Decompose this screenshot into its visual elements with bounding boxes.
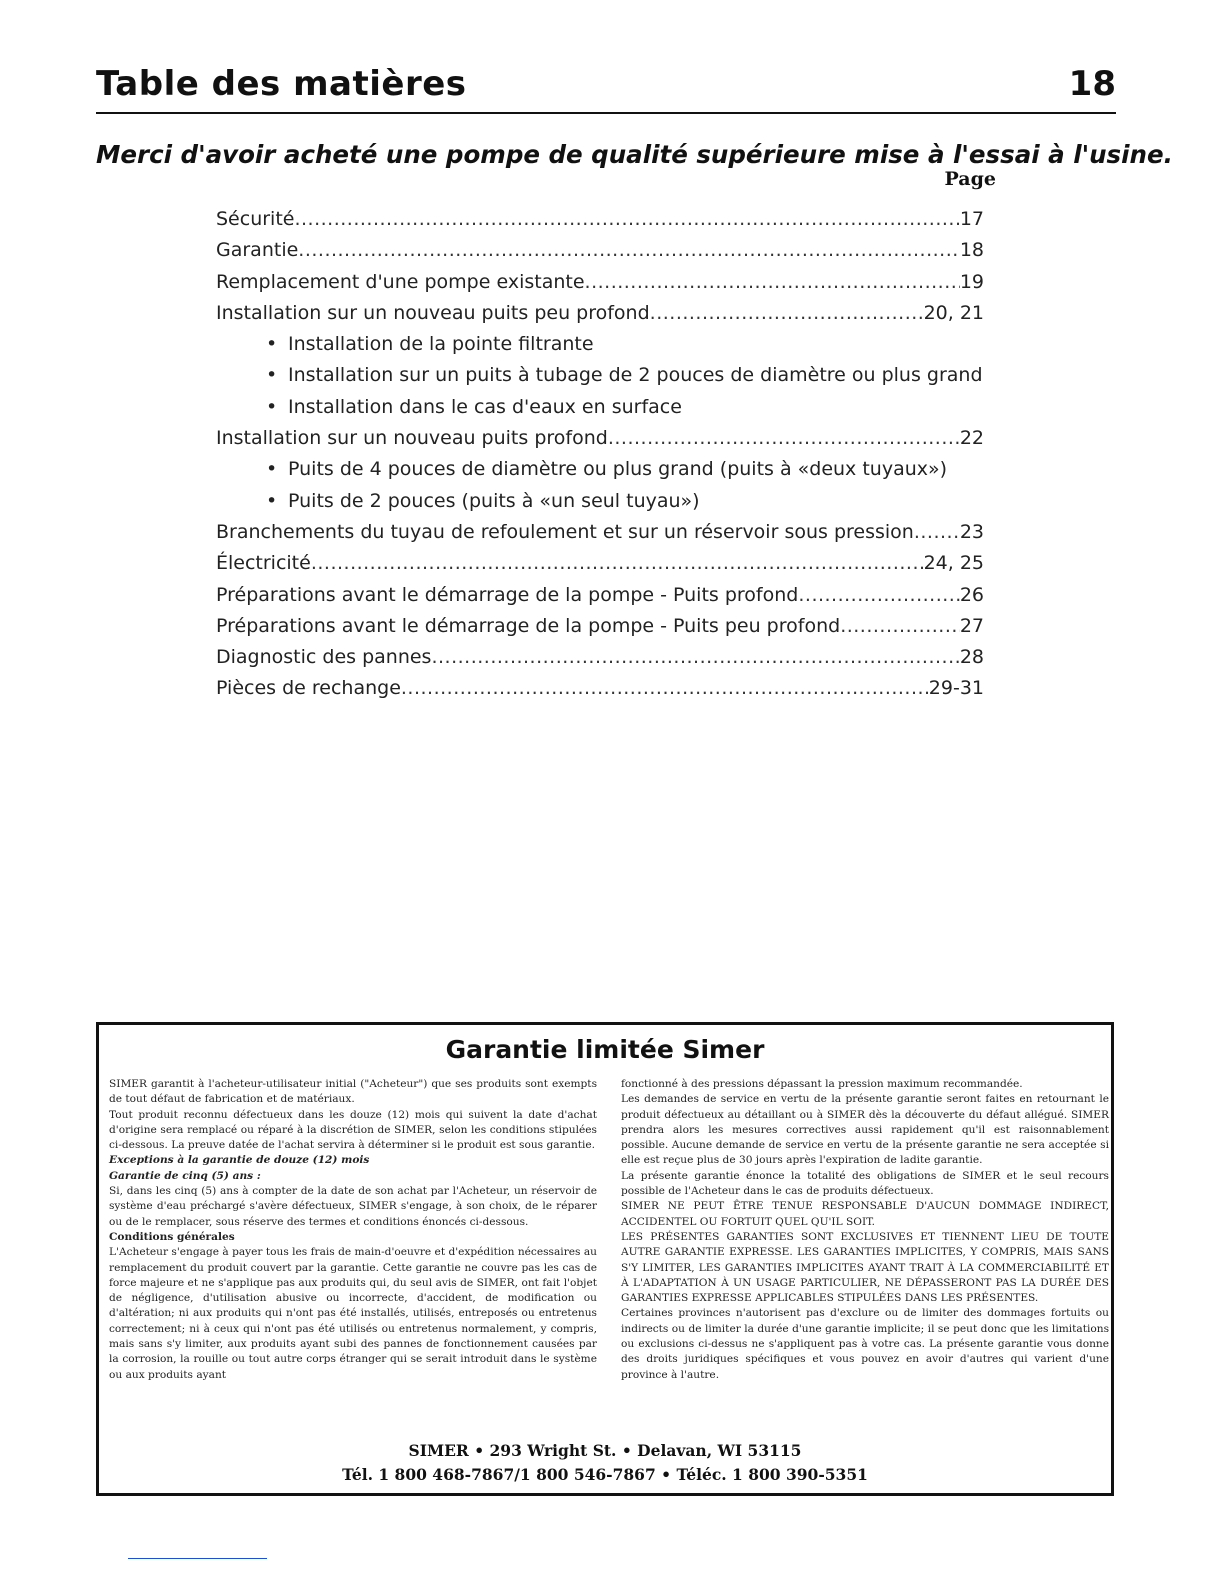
toc-leader-dots: [401, 673, 929, 704]
toc-subitem: [216, 329, 984, 360]
toc-item: [216, 267, 984, 298]
toc-item-title: Pièces de rechange: [216, 677, 401, 700]
toc-item-page: 20, 21: [923, 301, 984, 324]
warranty-paragraph: Tout produit reconnu défectueux dans les douze (12) mois qui suivent la date d'achat d'origine sera remplacé ou réparé à la discrétion de SIMER, selon les conditions stipulées ci-dessous. La preuve datée de l'achat servira à déterminer si le produit est sous garantie.: [109, 1108, 597, 1152]
toc-item-title: Préparations avant le démarrage de la pompe - Puits peu profond: [216, 614, 841, 637]
page-title: Table des matières: [96, 64, 467, 104]
toc-item-title: Électricité: [216, 552, 311, 575]
toc-item-page: 17: [959, 208, 984, 230]
toc-item: [216, 517, 984, 548]
page-number: 18: [1068, 64, 1116, 104]
toc-item: [216, 642, 984, 673]
toc-leader-dots: [608, 423, 960, 454]
toc-leader-dots: [431, 642, 959, 673]
warranty-paragraph: SIMER garantit à l'acheteur-utilisateur initial ("Acheteur") que ses produits sont exempts de tout défaut de fabrication et de matériaux.: [109, 1078, 597, 1106]
bullet-icon: •: [266, 364, 278, 387]
toc-subitem: [216, 454, 984, 485]
warranty-heading: Exceptions à la garantie de douze (12) mois: [109, 1154, 370, 1167]
thank-you-subtitle: Merci d'avoir acheté une pompe de qualité supérieure mise à l'essai à l'usine.: [96, 140, 1173, 169]
bullet-icon: •: [266, 489, 278, 512]
toc-subitem-text: Puits de 2 pouces (puits à «un seul tuyau»): [288, 489, 700, 512]
toc-leader-dots: [650, 298, 924, 329]
warranty-contact: [99, 1439, 1111, 1487]
warranty-heading: Garantie de cinq (5) ans :: [109, 1169, 261, 1182]
toc-item: [216, 548, 984, 579]
bullet-icon: •: [266, 395, 278, 418]
toc-item: [216, 673, 984, 704]
warranty-paragraph: La présente garantie énonce la totalité des obligations de SIMER et le seul recours possible de l'Acheteur dans le cas de produits défectueux.: [621, 1169, 1109, 1198]
warranty-paragraph: L'Acheteur s'engage à payer tous les frais de main-d'oeuvre et d'expédition nécessaires au remplacement du produit couvert par la garantie. Cette garantie ne couvre pas les cas de force majeure et ne s'applique pas aux produits qui, du seul avis de SIMER, ont fait l'objet de négligence, d'utilisation abusive ou incorrecte, d'accident, de modification ou d'altération; ni aux produits qui n'ont pas été installés, utilisés, entreposés ou entretenus correctement; ni à ceux qui n'ont pas été utilisés ou entretenus normalement, y compris, mais sans s'y limiter, aux produits ayant subi des pannes de fonctionnement causées par la corrosion, la rouille ou tout autre corps étranger qui se serait introduit dans le système ou aux produits ayant: [109, 1246, 597, 1381]
contact-phone: Tél. 1 800 468-7867/1 800 546-7867 • Téléc. 1 800 390-5351: [342, 1465, 868, 1484]
warranty-title: Garantie limitée Simer: [445, 1035, 765, 1064]
toc-item-page: 28: [959, 646, 984, 669]
toc-item-title: Garantie: [216, 239, 299, 262]
toc-item: [216, 235, 984, 266]
warranty-left-column: [109, 1077, 597, 1383]
warranty-heading: Conditions générales: [109, 1230, 235, 1243]
toc-item: [216, 423, 984, 454]
toc-subitem: [216, 360, 984, 391]
toc-leader-dots: [798, 580, 959, 611]
footnote-rule: [128, 1558, 267, 1559]
warranty-right-column: [621, 1077, 1109, 1383]
toc-subitem: [216, 392, 984, 423]
toc-item-page: 18: [959, 239, 984, 262]
table-of-contents: [216, 204, 984, 705]
toc-item-page: 22: [959, 427, 984, 450]
warranty-box: [96, 1022, 1114, 1496]
warranty-paragraph: fonctionné à des pressions dépassant la pression maximum recommandée.: [621, 1078, 1023, 1090]
toc-item-page: 27: [959, 614, 984, 637]
toc-subitem-text: Installation sur un puits à tubage de 2 pouces de diamètre ou plus grand: [288, 364, 983, 387]
toc-item-page: 23: [959, 520, 984, 543]
toc-leader-dots: [914, 517, 960, 548]
toc-item-title: Remplacement d'une pompe existante: [216, 270, 585, 293]
warranty-paragraph: Certaines provinces n'autorisent pas d'exclure ou de limiter des dommages fortuits ou indirects ou de limiter la durée d'une garantie implicite; il se peut donc que les limitations ou exclusions ci-dessus ne s'appliquent pas à votre cas. La présente garantie vous donne des droits juridiques spécifiques et vous pouvez en avoir d'autres qui varient d'une province à l'autre.: [621, 1307, 1109, 1381]
toc-leader-dots: [294, 204, 959, 235]
toc-subitem-text: Puits de 4 pouces de diamètre ou plus grand (puits à «deux tuyaux»): [288, 458, 948, 481]
toc-subitem-text: Installation de la pointe filtrante: [288, 333, 594, 356]
toc-item-title: Installation sur un nouveau puits peu profond: [216, 301, 650, 324]
toc-item-title: Préparations avant le démarrage de la pompe - Puits profond: [216, 583, 799, 606]
toc-subitem: [216, 486, 984, 517]
toc-item-title: Sécurité: [216, 208, 295, 230]
toc-item-page: 19: [959, 270, 984, 293]
toc-leader-dots: [311, 548, 924, 579]
toc-item-page: 24, 25: [923, 552, 984, 575]
toc-leader-dots: [840, 611, 960, 642]
warranty-paragraph: Les demandes de service en vertu de la présente garantie seront faites en retournant le produit défectueux au détaillant ou à SIMER dès la découverte du défaut allégué. SIMER prendra alors les mesures correctives aussi rapidement qu'il est raisonnablement possible. Aucune demande de service en vertu de la présente garantie ne sera acceptée si elle est reçue plus de 30 jours après l'expiration de ladite garantie.: [621, 1093, 1109, 1167]
toc-item-page: 26: [959, 583, 984, 606]
toc-item: [216, 204, 984, 235]
toc-leader-dots: [585, 267, 960, 298]
warranty-paragraph: Si, dans les cinq (5) ans à compter de la date de son achat par l'Acheteur, un réservoir de système d'eau préchargé s'avère défectueux, SIMER s'engage, à son choix, de le réparer ou de le remplacer, sous réserve des termes et conditions énoncés ci-dessous.: [109, 1185, 597, 1228]
toc-subitem-text: Installation dans le cas d'eaux en surface: [288, 395, 682, 418]
bullet-icon: •: [266, 458, 278, 481]
toc-item: [216, 580, 984, 611]
toc-item-page: 29-31: [928, 677, 984, 700]
toc-item-title: Diagnostic des pannes: [216, 646, 432, 669]
warranty-paragraph: SIMER NE PEUT ÊTRE TENUE RESPONSABLE D'AUCUN DOMMAGE INDIRECT, ACCIDENTEL OU FORTUIT QUEL QU'IL SOIT.: [621, 1200, 1109, 1228]
toc-item-title: Installation sur un nouveau puits profond: [216, 427, 608, 450]
warranty-paragraph: LES PRÉSENTES GARANTIES SONT EXCLUSIVES ET TIENNENT LIEU DE TOUTE AUTRE GARANTIE EXPRESSE. LES GARANTIES IMPLICITES, Y COMPRIS, MAIS SANS S'Y LIMITER, LES GARANTIES IMPLICITES AYANT TRAIT À LA COMMERCIABILITÉ ET À L'ADAPTATION À UN USAGE PARTICULIER, NE DÉPASSERONT PAS LA DURÉE DES GARANTIES EXPRESSE APPLICABLES STIPULÉES DANS LES PRÉSENTES.: [621, 1230, 1109, 1305]
contact-address: SIMER • 293 Wright St. • Delavan, WI 53115: [408, 1441, 802, 1460]
toc-item-title: Branchements du tuyau de refoulement et sur un réservoir sous pression: [216, 520, 914, 543]
toc-leader-dots: [298, 235, 960, 266]
bullet-icon: •: [266, 333, 278, 356]
page-header: [96, 62, 1116, 114]
toc-item: [216, 611, 984, 642]
toc-item: [216, 298, 984, 329]
page-column-label: Page: [944, 168, 996, 190]
